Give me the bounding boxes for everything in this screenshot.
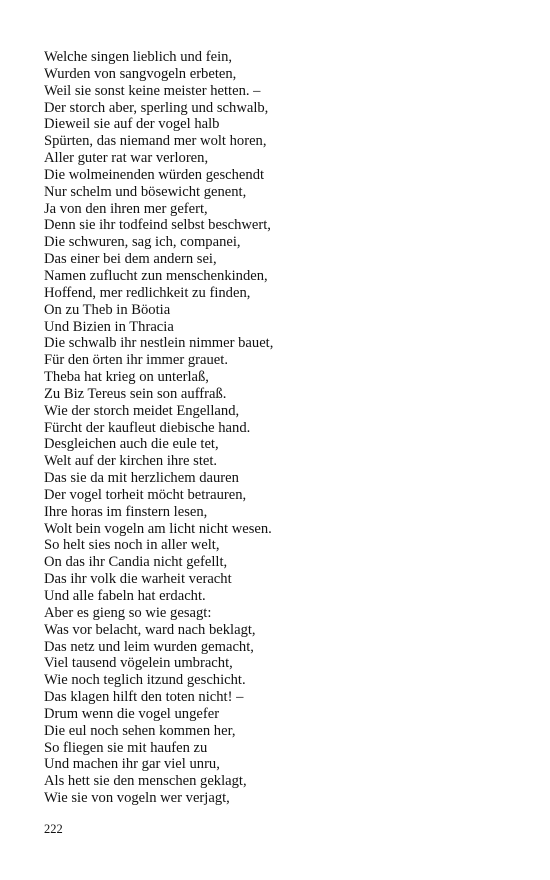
page-number: 222 [44, 822, 63, 836]
poem-line: Viel tausend vögelein umbracht, [44, 655, 233, 672]
poem-line: Das sie da mit herzlichem dauren [44, 470, 239, 487]
poem-line: Dieweil sie auf der vogel halb [44, 116, 220, 133]
poem-line: So helt sies noch in aller welt, [44, 537, 220, 554]
poem-line: Und machen ihr gar viel unru, [44, 756, 220, 773]
poem-line: Das ihr volk die warheit veracht [44, 571, 232, 588]
poem-line: Theba hat krieg on unterlaß, [44, 369, 209, 386]
poem-line: Welt auf der kirchen ihre stet. [44, 453, 218, 470]
poem-line: Das einer bei dem andern sei, [44, 251, 217, 268]
poem-line: Der storch aber, sperling und schwalb, [44, 99, 269, 116]
poem-line: Aber es gieng so wie gesagt: [44, 604, 212, 621]
poem-line: Ihre horas im finstern lesen, [44, 503, 208, 520]
poem-line: Und alle fabeln hat erdacht. [44, 588, 206, 604]
poem-line: Für den örten ihr immer grauet. [44, 352, 228, 369]
poem-line: Die schwalb ihr nestlein nimmer bauet, [44, 335, 274, 352]
poem-line: Welche singen lieblich und fein, [44, 49, 233, 65]
poem-line: Als hett sie den menschen geklagt, [44, 773, 247, 790]
poem-line: Hoffend, mer redlichkeit zu finden, [44, 284, 251, 301]
poem-line: Die eul noch sehen kommen her, [44, 722, 236, 739]
poem-line: Was vor belacht, ward nach beklagt, [44, 621, 256, 638]
poem-line: Und Bizien in Thracia [44, 318, 174, 335]
poem-line: On das ihr Candia nicht gefellt, [44, 554, 228, 571]
poem-line: Die schwuren, sag ich, companei, [44, 234, 241, 251]
poem-line: Denn sie ihr todfeind selbst beschwert, [44, 217, 271, 234]
poem-line: Wie sie von vogeln wer verjagt, [44, 790, 230, 807]
poem-line: Wurden von sangvogeln erbeten, [44, 65, 237, 82]
poem-line: Wie der storch meidet Engelland, [44, 402, 240, 419]
poem-line: Desgleichen auch die eule tet, [44, 436, 219, 453]
poem-line: Drum wenn die vogel ungefer [44, 705, 220, 722]
poem-line: On zu Theb in Böotia [44, 301, 171, 318]
poem-line: Nur schelm und bösewicht genent, [44, 183, 247, 200]
poem-line: Wie noch teglich itzund geschicht. [44, 672, 246, 689]
poem-line: Der vogel torheit möcht betrauren, [44, 486, 247, 503]
poem-line: Zu Biz Tereus sein son auffraß. [44, 385, 227, 402]
poem-line: Ja von den ihren mer gefert, [44, 200, 208, 217]
poem-line: Das netz und leim wurden gemacht, [44, 638, 254, 655]
poem-text [44, 49, 273, 807]
poem-line: Spürten, das niemand mer wolt horen, [44, 133, 267, 150]
poem-line: Die wolmeinenden würden geschendt [44, 166, 265, 183]
poem-line: So fliegen sie mit haufen zu [44, 739, 208, 756]
poem-line: Aller guter rat war verloren, [44, 150, 209, 167]
poem-line: Wolt bein vogeln am licht nicht wesen. [44, 520, 272, 537]
poem-line: Fürcht der kaufleut diebische hand. [44, 419, 251, 436]
poem-line: Weil sie sonst keine meister hetten. – [44, 82, 261, 99]
poem-line: Namen zuflucht zun menschenkinden, [44, 267, 268, 284]
poem-line: Das klagen hilft den toten nicht! – [44, 689, 244, 706]
